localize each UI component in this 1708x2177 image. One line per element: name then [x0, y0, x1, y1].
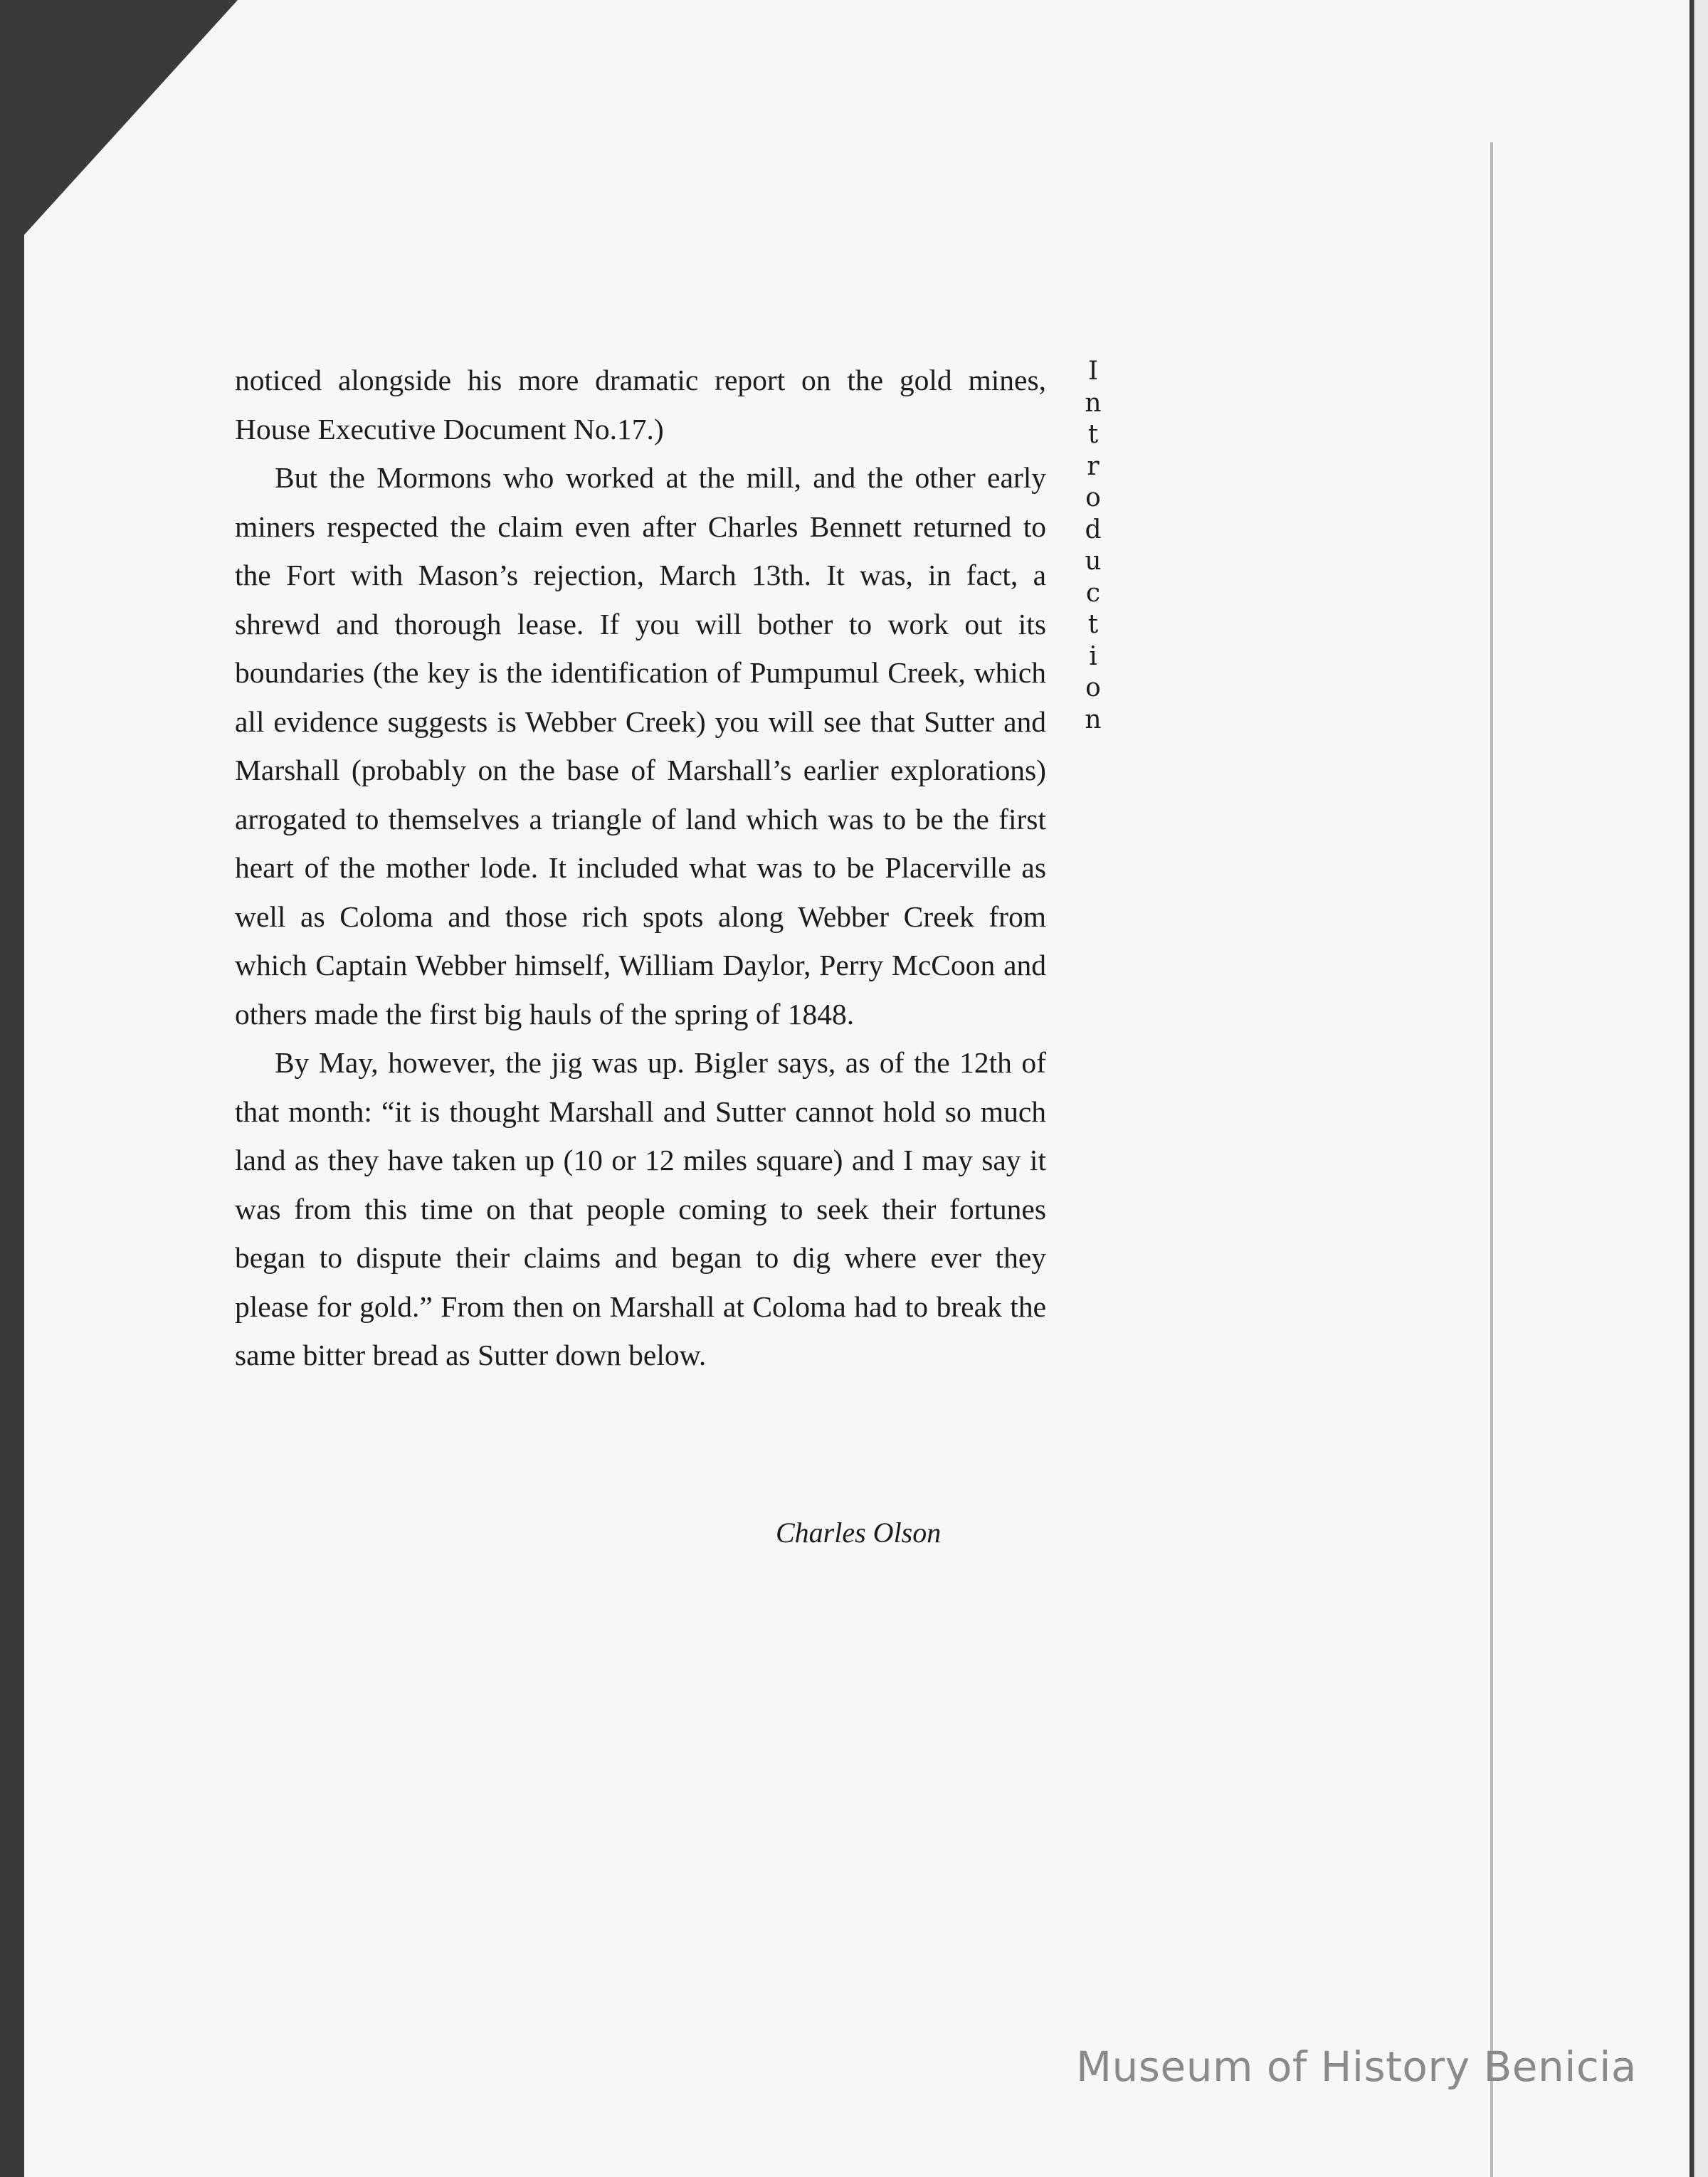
heading-letter: r [1087, 451, 1100, 481]
heading-letter: t [1087, 420, 1099, 449]
vertical-section-heading [1079, 356, 1107, 736]
museum-watermark: Museum of History Benicia [1076, 2042, 1637, 2091]
underlying-page-edge [1490, 142, 1493, 2177]
heading-letter: n [1085, 705, 1102, 734]
author-signature: Charles Olson [776, 1517, 942, 1549]
paragraph-2: But the Mormons who worked at the mill, and the other early miners respected the claim even after Charles Bennett returned to the Fort with Mason’s rejection, March 13th. It was, in fact, a shrewd and thorough lease. If you will bother to work out its boundaries (the key is the identification of Pumpumul Creek, which all evidence suggests is Webber Creek) you will see that Sutter and Marshall (probably on the base of Marshall’s earlier explorations) arrogated to themselves a triangle of land which was to be the first heart of the mother lode. It included what was to be Placerville as well as Coloma and those rich spots along Webber Creek from which Captain Webber himself, William Daylor, Perry McCoon and others made the first big hauls of the spring of 1848. [235, 461, 1046, 1030]
heading-letter: o [1085, 673, 1101, 702]
stacked-pages-edge [1694, 0, 1708, 2177]
heading-letter: d [1085, 515, 1102, 544]
paragraph-1: noticed alongside his more dramatic report on the gold mines, House Executive Document No.17.) [235, 364, 1046, 446]
heading-letter: i [1089, 641, 1097, 671]
heading-letter: u [1085, 547, 1102, 576]
article-body [235, 356, 1046, 1380]
heading-letter: o [1085, 483, 1101, 512]
heading-letter: t [1087, 610, 1099, 639]
paragraph-3: By May, however, the jig was up. Bigler says, as of the 12th of that month: “it is thought Marshall and Sutter cannot hold so much land as they have taken up (10 or 12 miles square) and I may say it was from this time on that people coming to seek their fortunes began to dispute their claims and began to dig where ever they please for gold.” From then on Marshall at Coloma had to break the same bitter bread as Sutter down below. [235, 1046, 1046, 1371]
heading-letter: I [1087, 357, 1099, 386]
heading-letter: c [1085, 578, 1101, 608]
heading-letter: n [1085, 388, 1102, 418]
